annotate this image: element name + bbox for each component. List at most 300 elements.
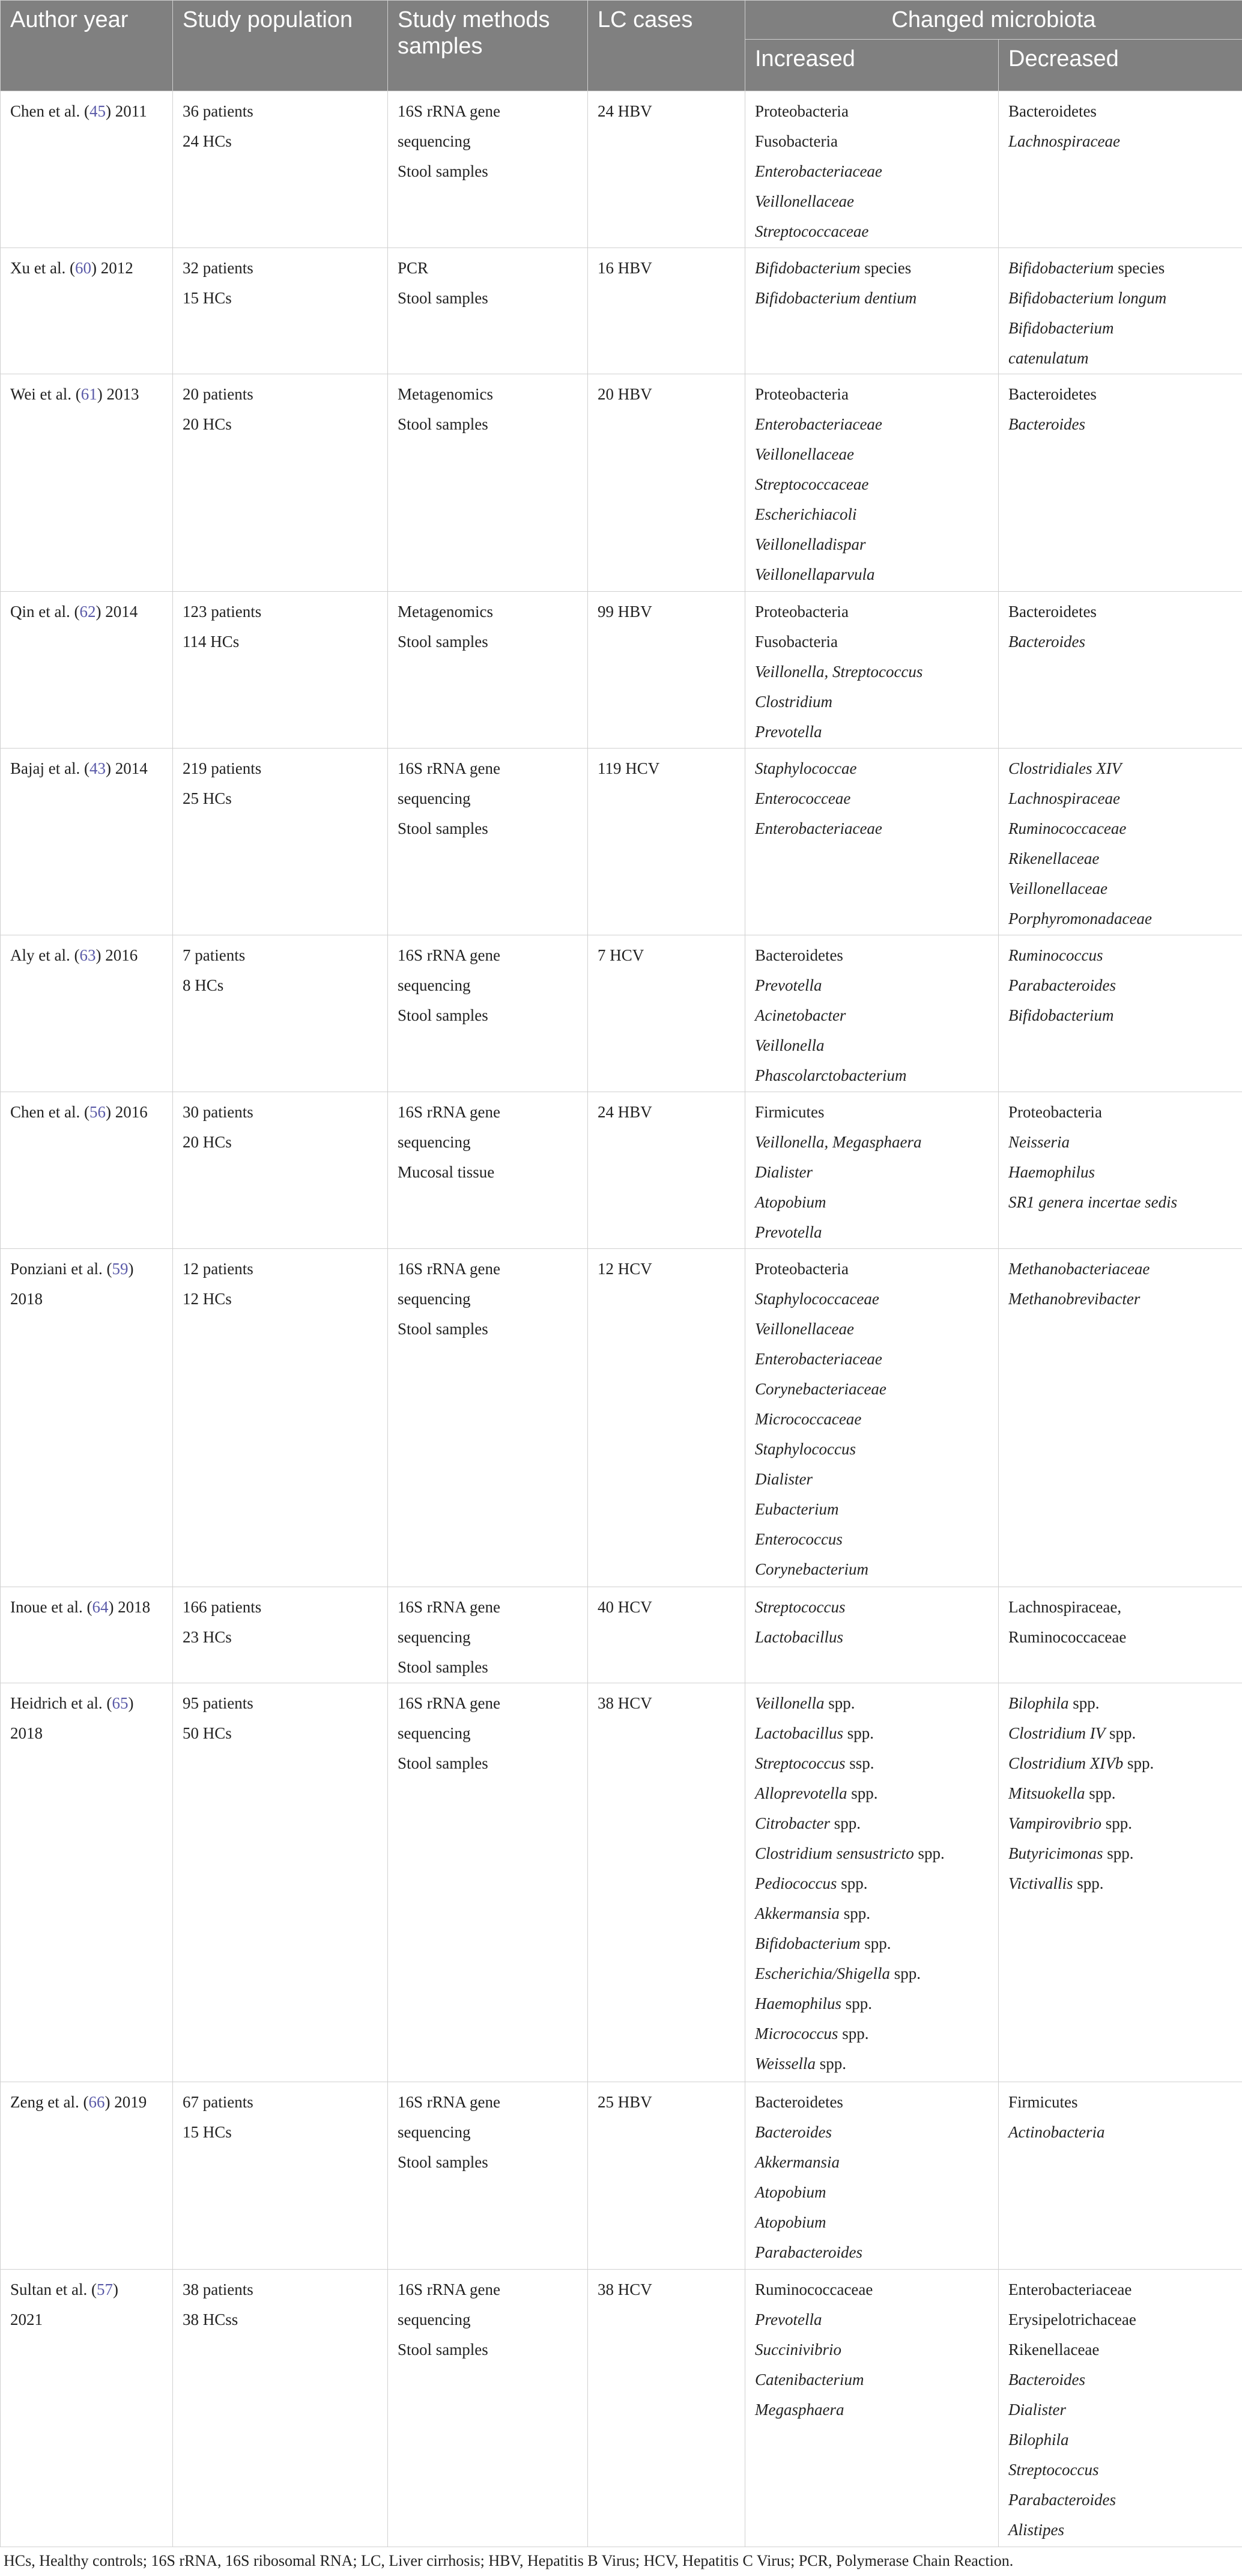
author-year-text: )	[112, 2280, 118, 2298]
methods-line: sequencing	[398, 1724, 471, 1743]
author-year-cell	[1, 748, 173, 935]
taxon-line	[755, 1868, 989, 1898]
decreased-cell	[999, 1249, 1242, 1587]
increased-cell	[745, 2082, 999, 2269]
author-year-cell	[1, 1683, 173, 2082]
taxon-line	[755, 283, 989, 313]
methods-line: Stool samples	[398, 288, 488, 307]
taxon-line	[755, 1127, 989, 1157]
population-line: 8 HCs	[183, 976, 224, 995]
increased-cell	[745, 91, 999, 248]
population-line: 15 HCs	[183, 2123, 232, 2142]
taxon-name: Clostridium	[755, 693, 833, 711]
lc-cases-cell: 38 HCV	[588, 2269, 745, 2547]
taxon-name: Firmicutes	[755, 1103, 825, 1122]
author-year-line	[10, 1284, 163, 1314]
reference-number: 43	[89, 759, 106, 777]
taxon-line	[755, 1000, 989, 1030]
author-year-line	[10, 96, 163, 126]
taxon-name: Fusobacteria	[755, 132, 838, 150]
taxon-name: Ruminococcaceae	[1008, 1628, 1127, 1647]
taxon-line	[755, 1187, 989, 1217]
taxon-name: Veillonellaceae	[755, 192, 854, 210]
taxon-line	[755, 1554, 989, 1584]
lc-cases-cell: 12 HCV	[588, 1249, 745, 1587]
methods-line: sequencing	[398, 1628, 471, 1647]
author-year-text: Aly et al. (	[10, 946, 80, 965]
taxon-name: Bacteroides	[1008, 2370, 1085, 2389]
taxon-line	[1008, 2304, 1232, 2334]
taxon-line	[755, 813, 989, 843]
taxon-name: Enterobacteriaceae	[755, 819, 882, 837]
taxon-line	[755, 2087, 989, 2117]
taxon-name: Mitsuokella	[1008, 1784, 1085, 1803]
taxon-name: Proteobacteria	[755, 102, 849, 120]
taxon-name: Bilophila	[1008, 1694, 1069, 1713]
taxon-name: Victivallis	[1008, 1874, 1073, 1893]
decreased-cell	[999, 1683, 1242, 2082]
taxon-line	[1008, 2087, 1232, 2117]
lc-cases-cell: 24 HBV	[588, 91, 745, 248]
methods-line: sequencing	[398, 789, 471, 807]
decreased-cell	[999, 935, 1242, 1092]
population-line: 123 patients	[183, 603, 262, 621]
taxon-name: Parabacteroides	[1008, 976, 1116, 995]
author-year-cell	[1, 248, 173, 374]
taxon-suffix: species	[860, 258, 912, 277]
author-year-cell	[1, 935, 173, 1092]
population-line: 166 patients	[183, 1598, 262, 1617]
taxon-line	[1008, 783, 1232, 813]
taxon-line	[755, 1060, 989, 1090]
table-row	[1, 1587, 1242, 1683]
taxon-line	[1008, 904, 1232, 934]
taxon-name: Bacteroidetes	[1008, 102, 1097, 120]
taxon-name: Citrobacter	[755, 1814, 830, 1833]
author-year-cell	[1, 2082, 173, 2269]
taxon-name: Enterococcus	[755, 1530, 843, 1549]
population-line: 15 HCs	[183, 288, 232, 307]
author-year-text: Zeng et al. (	[10, 2093, 89, 2112]
taxon-name: Bacteroidetes	[755, 946, 843, 965]
taxon-line	[1008, 970, 1232, 1000]
author-year-line	[10, 253, 163, 283]
study-methods-cell	[388, 2269, 588, 2547]
author-year-line	[10, 2087, 163, 2117]
population-line: 24 HCs	[183, 132, 232, 150]
reference-number: 61	[80, 385, 97, 404]
taxon-line	[1008, 1000, 1232, 1030]
taxon-name: Rikenellaceae	[1008, 2340, 1100, 2359]
table-footnote: HCs, Healthy controls; 16S rRNA, 16S ribosomal RNA; LC, Liver cirrhosis; HBV, Hepatitis B Virus; HCV, Hepatitis C Virus; PCR, Polymerase Chain Reaction.	[4, 2552, 1014, 2569]
taxon-line	[1008, 2274, 1232, 2304]
taxon-name: catenulatum	[1008, 348, 1089, 367]
author-year-line	[10, 2304, 163, 2334]
taxon-name: Alloprevotella	[755, 1784, 847, 1803]
taxon-line	[755, 2304, 989, 2334]
table-row	[1, 1249, 1242, 1587]
header-lc-cases: LC cases	[588, 1, 745, 91]
taxon-line	[755, 2207, 989, 2237]
methods-line: sequencing	[398, 132, 471, 150]
study-methods-cell	[388, 1587, 588, 1683]
taxon-name: Clostridium sensustricto	[755, 1844, 914, 1863]
study-population-cell	[173, 374, 388, 592]
increased-cell	[745, 1587, 999, 1683]
taxon-line	[755, 1838, 989, 1868]
taxon-line	[1008, 1097, 1232, 1127]
taxon-line	[1008, 1622, 1232, 1652]
taxon-name: Bifidobacterium	[1008, 258, 1114, 277]
taxon-name: Actinobacteria	[1008, 2123, 1105, 2142]
taxon-name: Clostridium IV	[1008, 1724, 1106, 1743]
author-year-text: 2018	[10, 1290, 43, 1308]
taxon-line	[1008, 1838, 1232, 1868]
taxon-name: Corynebacteriaceae	[755, 1380, 886, 1399]
taxon-suffix: spp.	[1068, 1694, 1100, 1713]
author-year-line	[10, 1097, 163, 1127]
taxon-line	[1008, 753, 1232, 783]
table-row	[1, 748, 1242, 935]
taxon-line	[1008, 313, 1232, 343]
taxon-name: Bifidobacterium	[1008, 318, 1114, 337]
table-row	[1, 374, 1242, 592]
lc-cases-cell: 24 HBV	[588, 1092, 745, 1249]
taxon-line	[1008, 873, 1232, 904]
population-line: 20 HCs	[183, 415, 232, 434]
taxon-name: Lachnospiraceae,	[1008, 1598, 1122, 1617]
taxon-name: Porphyromonadaceae	[1008, 909, 1152, 928]
taxon-line	[755, 96, 989, 126]
methods-line: sequencing	[398, 2310, 471, 2328]
taxon-suffix: spp.	[824, 1694, 855, 1713]
table-body	[1, 91, 1242, 2547]
taxon-suffix: spp.	[1103, 1844, 1134, 1863]
taxon-name: Dialister	[755, 1470, 813, 1489]
taxon-name: Proteobacteria	[755, 1260, 849, 1278]
taxon-line	[1008, 1778, 1232, 1808]
table-row	[1, 1092, 1242, 1249]
taxon-name: Streptococcaceae	[755, 475, 869, 494]
study-population-cell	[173, 91, 388, 248]
taxon-name: Micrococcus	[755, 2025, 838, 2043]
taxon-name: Bacteroides	[1008, 415, 1085, 434]
taxon-name: Prevotella	[755, 976, 822, 995]
methods-line: 16S rRNA gene	[398, 759, 500, 777]
decreased-cell	[999, 1092, 1242, 1249]
lc-cases-cell: 25 HBV	[588, 2082, 745, 2269]
taxon-name: Acinetobacter	[755, 1006, 846, 1025]
taxon-line	[755, 1898, 989, 1928]
author-year-line	[10, 1254, 163, 1284]
taxon-line	[755, 2395, 989, 2425]
lc-cases-cell: 40 HCV	[588, 1587, 745, 1683]
taxon-line	[1008, 2395, 1232, 2425]
taxon-line	[755, 1284, 989, 1314]
header-study-population: Study population	[173, 1, 388, 91]
taxon-suffix: spp.	[1105, 1724, 1136, 1743]
taxon-line	[755, 2177, 989, 2207]
author-year-cell	[1, 374, 173, 592]
author-year-line	[10, 1592, 163, 1622]
taxon-line	[755, 1374, 989, 1404]
taxon-line	[1008, 1688, 1232, 1718]
taxon-name: Lactobacillus	[755, 1724, 843, 1743]
taxon-line	[1008, 843, 1232, 873]
methods-line: 16S rRNA gene	[398, 1694, 500, 1713]
taxon-suffix: spp.	[839, 1904, 870, 1923]
taxon-line	[755, 1314, 989, 1344]
methods-line: Mucosal tissue	[398, 1163, 495, 1182]
taxon-name: Proteobacteria	[1008, 1103, 1102, 1122]
taxon-line	[1008, 2515, 1232, 2545]
taxon-suffix: spp.	[1101, 1814, 1133, 1833]
reference-number: 62	[79, 603, 96, 621]
table-row	[1, 91, 1242, 248]
methods-line: Stool samples	[398, 1320, 488, 1338]
taxon-line	[1008, 1592, 1232, 1622]
author-year-text: ) 2013	[97, 385, 139, 404]
taxon-name: Veillonella	[755, 1036, 825, 1055]
decreased-cell	[999, 748, 1242, 935]
decreased-cell	[999, 592, 1242, 749]
author-year-text: ) 2014	[95, 603, 138, 621]
taxon-line	[755, 186, 989, 216]
taxon-line	[755, 126, 989, 156]
author-year-cell	[1, 2269, 173, 2547]
taxon-line	[755, 1030, 989, 1060]
taxon-name: Atopobium	[755, 1193, 826, 1212]
taxon-name: Haemophilus	[1008, 1163, 1095, 1182]
study-population-cell	[173, 1587, 388, 1683]
population-line: 25 HCs	[183, 789, 232, 807]
taxon-name: Bilophila	[1008, 2430, 1069, 2449]
methods-line: 16S rRNA gene	[398, 1598, 500, 1617]
population-line: 30 patients	[183, 1103, 253, 1122]
methods-line: Metagenomics	[398, 385, 493, 404]
taxon-name: SR1 genera incertae sedis	[1008, 1193, 1178, 1212]
taxon-name: Bifidobacterium	[1008, 1006, 1114, 1025]
methods-line: 16S rRNA gene	[398, 1103, 500, 1122]
taxon-line	[1008, 1157, 1232, 1187]
study-population-cell	[173, 1683, 388, 2082]
population-line: 38 HCss	[183, 2310, 238, 2328]
taxon-name: Veillonellaceae	[755, 445, 854, 464]
taxon-name: Bifidobacterium	[755, 258, 861, 277]
taxon-line	[755, 1464, 989, 1494]
methods-line: Metagenomics	[398, 603, 493, 621]
taxon-suffix: spp.	[841, 1994, 873, 2013]
taxon-name: Erysipelotrichaceae	[1008, 2310, 1136, 2328]
decreased-cell	[999, 2082, 1242, 2269]
taxon-line	[1008, 1127, 1232, 1157]
taxon-name: Bacteroidetes	[1008, 603, 1097, 621]
header-study-methods-line1: Study methods	[398, 7, 550, 32]
increased-cell	[745, 1683, 999, 2082]
taxon-name: Staphylococcus	[755, 1440, 856, 1459]
study-methods-cell	[388, 91, 588, 248]
taxon-line	[1008, 813, 1232, 843]
taxon-name: Streptococcus	[755, 1754, 846, 1773]
taxon-name: Bacteroidetes	[1008, 385, 1097, 404]
taxon-name: Haemophilus	[755, 1994, 841, 2013]
increased-cell	[745, 748, 999, 935]
population-line: 12 HCs	[183, 1290, 232, 1308]
author-year-cell	[1, 1249, 173, 1587]
study-methods-cell	[388, 1683, 588, 2082]
header-study-methods	[388, 1, 588, 91]
taxon-line	[755, 1157, 989, 1187]
author-year-text: Xu et al. (	[10, 258, 75, 277]
decreased-cell	[999, 2269, 1242, 2547]
taxon-name: Phascolarctobacterium	[755, 1066, 907, 1085]
author-year-line	[10, 753, 163, 783]
methods-line: Stool samples	[398, 1754, 488, 1773]
taxon-suffix: spp.	[838, 2025, 869, 2043]
reference-number: 60	[74, 258, 91, 277]
taxon-line	[1008, 379, 1232, 409]
methods-line: PCR	[398, 258, 429, 277]
author-year-text: Inoue et al. (	[10, 1598, 92, 1617]
taxon-name: Enterobacteriaceae	[755, 1350, 882, 1368]
author-year-text: Bajaj et al. (	[10, 759, 89, 777]
methods-line: Stool samples	[398, 1658, 488, 1677]
increased-cell	[745, 935, 999, 1092]
taxon-name: Proteobacteria	[755, 385, 849, 404]
taxon-line	[755, 717, 989, 747]
taxon-line	[755, 1778, 989, 1808]
taxon-line	[755, 379, 989, 409]
taxon-name: Micrococcaceae	[755, 1410, 862, 1429]
taxon-name: Megasphaera	[755, 2400, 844, 2419]
author-year-text: 2018	[10, 1724, 43, 1743]
author-year-line	[10, 940, 163, 970]
taxon-name: Vampirovibrio	[1008, 1814, 1101, 1833]
taxon-name: Clostridium XIVb	[1008, 1754, 1124, 1773]
lc-cases-cell: 99 HBV	[588, 592, 745, 749]
taxon-name: Methanobacteriaceae	[1008, 1260, 1150, 1278]
population-line: 20 patients	[183, 385, 253, 404]
author-year-line	[10, 379, 163, 409]
taxon-name: Lachnospiraceae	[1008, 132, 1120, 150]
taxon-line	[755, 2365, 989, 2395]
taxon-line	[755, 2049, 989, 2079]
taxon-name: Butyricimonas	[1008, 1844, 1103, 1863]
taxon-name: Enterobacteriaceae	[755, 415, 882, 434]
taxon-line	[1008, 2365, 1232, 2395]
author-year-cell	[1, 91, 173, 248]
reference-number: 59	[112, 1260, 129, 1278]
taxon-line	[755, 1494, 989, 1524]
taxon-line	[755, 529, 989, 559]
methods-line: Stool samples	[398, 633, 488, 651]
taxon-line	[1008, 1808, 1232, 1838]
decreased-cell	[999, 374, 1242, 592]
author-year-text: ) 2012	[91, 258, 133, 277]
study-population-cell	[173, 1249, 388, 1587]
study-population-cell	[173, 935, 388, 1092]
taxon-name: Ruminococcaceae	[1008, 819, 1127, 837]
taxon-line	[755, 627, 989, 657]
taxon-name: Atopobium	[755, 2213, 826, 2232]
author-year-cell	[1, 1587, 173, 1683]
taxon-line	[1008, 2117, 1232, 2147]
taxon-name: Veillonella	[755, 1694, 825, 1713]
author-year-text: Heidrich et al. (	[10, 1694, 112, 1713]
author-year-line	[10, 1688, 163, 1718]
author-year-text: Chen et al. (	[10, 1103, 89, 1122]
taxon-suffix: ssp.	[845, 1754, 874, 1773]
taxon-name: Enterobacteriaceae	[1008, 2280, 1132, 2298]
author-year-text: ) 2019	[105, 2093, 147, 2112]
population-line: 67 patients	[183, 2093, 253, 2112]
study-population-cell	[173, 1092, 388, 1249]
taxon-suffix: spp.	[816, 2055, 847, 2073]
taxon-line	[755, 253, 989, 283]
taxon-name: Staphylococcae	[755, 759, 857, 777]
author-year-line	[10, 597, 163, 627]
taxon-line	[755, 1217, 989, 1247]
study-methods-cell	[388, 1249, 588, 1587]
methods-line: 16S rRNA gene	[398, 946, 500, 965]
author-year-text: Ponziani et al. (	[10, 1260, 112, 1278]
taxon-name: Weissella	[755, 2055, 816, 2073]
taxon-line	[1008, 627, 1232, 657]
taxon-name: Veillonellaparvula	[755, 565, 875, 584]
author-year-line	[10, 1718, 163, 1748]
taxon-line	[755, 439, 989, 469]
taxon-line	[755, 1524, 989, 1554]
study-population-cell	[173, 592, 388, 749]
study-population-cell	[173, 2269, 388, 2547]
population-line: 50 HCs	[183, 1724, 232, 1743]
taxon-line	[1008, 2334, 1232, 2365]
lc-cases-cell: 20 HBV	[588, 374, 745, 592]
population-line: 219 patients	[183, 759, 262, 777]
taxon-line	[755, 1254, 989, 1284]
taxon-line	[755, 657, 989, 687]
taxon-name: Prevotella	[755, 723, 822, 741]
taxon-name: Bifidobacterium longum	[1008, 288, 1167, 307]
taxon-suffix: spp.	[860, 1934, 891, 1953]
taxon-line	[755, 409, 989, 439]
population-line: 95 patients	[183, 1694, 253, 1713]
header-author-year: Author year	[1, 1, 173, 91]
taxon-name: Bifidobacterium dentium	[755, 288, 917, 307]
reference-number: 45	[89, 102, 106, 120]
reference-number: 64	[92, 1598, 109, 1617]
taxon-name: Parabacteroides	[755, 2243, 862, 2262]
taxon-name: Parabacteroides	[1008, 2490, 1116, 2509]
taxon-name: Bacteroides	[755, 2123, 832, 2142]
taxon-suffix: spp.	[1085, 1784, 1116, 1803]
taxon-line	[755, 753, 989, 783]
methods-line: sequencing	[398, 976, 471, 995]
taxon-name: Streptococcus	[1008, 2460, 1099, 2479]
taxon-name: Lactobacillus	[755, 1628, 843, 1647]
population-line: 38 patients	[183, 2280, 253, 2298]
lc-cases-cell: 38 HCV	[588, 1683, 745, 2082]
population-line: 23 HCs	[183, 1628, 232, 1647]
taxon-line	[1008, 2485, 1232, 2515]
taxon-name: Alistipes	[1008, 2520, 1064, 2539]
taxon-name: Methanobrevibacter	[1008, 1290, 1141, 1308]
taxon-line	[755, 1592, 989, 1622]
taxon-line	[755, 1988, 989, 2019]
taxon-line	[1008, 1187, 1232, 1217]
taxon-line	[755, 2147, 989, 2177]
taxon-name: Prevotella	[755, 2310, 822, 2328]
